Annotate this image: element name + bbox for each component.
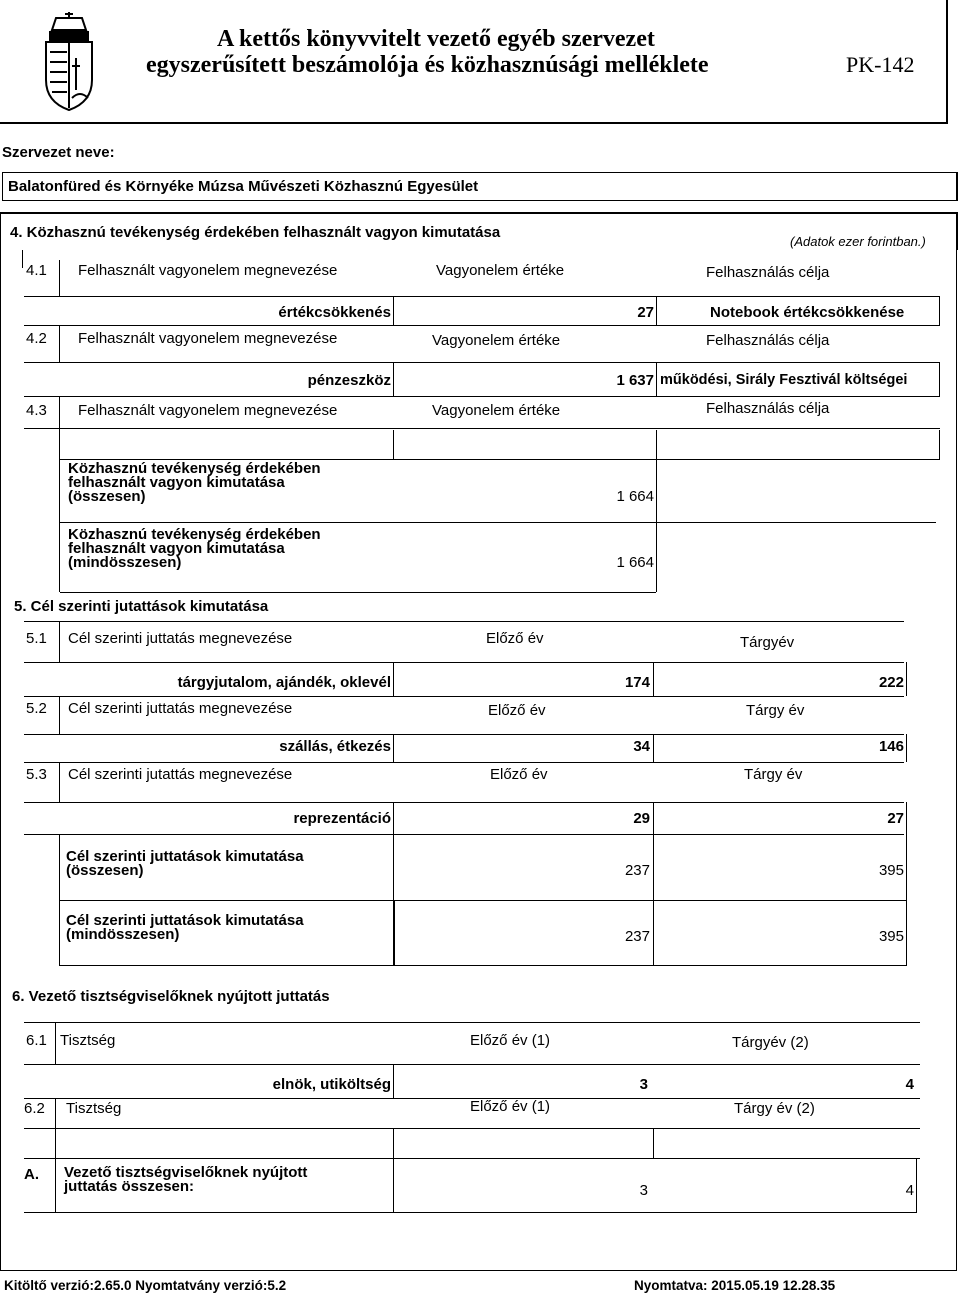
item-5-3-col3: Tárgy év — [744, 766, 803, 783]
item-4-3-no: 4.3 — [26, 402, 47, 419]
item-6-1-curr: 4 — [905, 1076, 914, 1093]
item-6-1-col3: Tárgyév (2) — [732, 1034, 809, 1051]
item-5-3-curr: 27 — [887, 810, 904, 827]
item-5-3-name: reprezentáció — [293, 810, 391, 827]
item-4-1-col3: Felhasználás célja — [706, 264, 830, 281]
item-5-3-col1: Cél szerinti jutattás megnevezése — [68, 766, 293, 783]
item-5-1-name: tárgyjutalom, ajándék, oklevél — [177, 674, 391, 691]
item-5-1-col3: Tárgyév — [740, 634, 795, 651]
item-5-3-col2: Előző év — [490, 766, 548, 783]
item-4-2-col1: Felhasznált vagyonelem megnevezése — [78, 330, 338, 347]
footer-version: Kitöltő verzió:2.65.0 Nyomtatvány verzió:5.2 — [4, 1278, 287, 1293]
item-4-1-name: értékcsökkenés — [278, 304, 391, 321]
s4-total2-value: 1 664 — [616, 554, 654, 571]
item-5-2-col1: Cél szerinti juttatás megnevezése — [68, 700, 293, 717]
item-4-1-col1: Felhasznált vagyonelem megnevezése — [78, 262, 338, 279]
s4-total2-label: Közhasznú tevékenység érdekében felhasznált vagyon kimutatása (mindösszesen) — [68, 526, 321, 571]
item-6-1-col2: Előző év (1) — [470, 1032, 551, 1049]
item-6-2-col2: Előző év (1) — [470, 1098, 551, 1115]
unit-note: (Adatok ezer forintban.) — [790, 234, 926, 249]
s5-total1-prev: 237 — [624, 862, 650, 879]
item-5-2-no: 5.2 — [26, 700, 47, 717]
item-4-1-purpose: Notebook értékcsökkenése — [710, 304, 905, 321]
coat-of-arms-icon — [36, 10, 102, 114]
footer-printed: Nyomtatva: 2015.05.19 12.28.35 — [634, 1278, 836, 1293]
s6-total-curr: 4 — [905, 1182, 914, 1199]
item-6-1-name: elnök, utiköltség — [272, 1076, 391, 1093]
item-5-1-col1: Cél szerinti juttatás megnevezése — [68, 630, 293, 647]
org-label: Szervezet neve: — [2, 144, 115, 161]
s5-total2-prev: 237 — [624, 928, 650, 945]
section6-title: 6. Vezető tisztségviselőknek nyújtott juttatás — [12, 988, 330, 1005]
item-6-2-col1: Tisztség — [66, 1100, 122, 1117]
item-6-1-prev: 3 — [639, 1076, 648, 1093]
item-4-1-no: 4.1 — [26, 262, 47, 279]
form-title-line1: A kettős könyvvitelt vezető egyéb szervezet — [217, 26, 655, 52]
section4-title: 4. Közhasznú tevékenység érdekében felhasznált vagyon kimutatása — [10, 224, 501, 241]
item-6-1-no: 6.1 — [26, 1032, 47, 1049]
item-6-2-no: 6.2 — [24, 1100, 45, 1117]
item-5-2-col3: Tárgy év — [746, 702, 805, 719]
item-5-1-curr: 222 — [878, 674, 904, 691]
s6-total-label: Vezető tisztségviselőknek nyújtott juttatás összesen: — [64, 1164, 308, 1195]
item-5-3-no: 5.3 — [26, 766, 47, 783]
s5-total2-label: Cél szerinti juttatások kimutatása (mindösszesen) — [66, 912, 304, 943]
s6-total-no: A. — [24, 1166, 39, 1183]
s5-total2-curr: 395 — [878, 928, 904, 945]
item-5-1-col2: Előző év — [486, 630, 544, 647]
item-6-2-col3: Tárgy év (2) — [734, 1100, 815, 1117]
item-5-2-prev: 34 — [633, 738, 650, 755]
item-4-1-col2: Vagyonelem értéke — [436, 262, 565, 279]
item-4-2-no: 4.2 — [26, 330, 47, 347]
s4-total1-label: Közhasznú tevékenység érdekében felhasznált vagyon kimutatása (összesen) — [68, 460, 321, 505]
item-5-2-name: szállás, étkezés — [279, 738, 391, 755]
item-5-3-prev: 29 — [633, 810, 650, 827]
s5-total1-curr: 395 — [878, 862, 904, 879]
item-4-2-col2: Vagyonelem értéke — [432, 332, 561, 349]
section5-title: 5. Cél szerinti jutattások kimutatása — [14, 598, 269, 615]
s5-total1-label: Cél szerinti juttatások kimutatása (összesen) — [66, 848, 304, 879]
s4-total1-value: 1 664 — [616, 488, 654, 505]
item-4-3-col1: Felhasznált vagyonelem megnevezése — [78, 402, 338, 419]
item-4-2-value: 1 637 — [616, 372, 654, 389]
form-title-line2: egyszerűsített beszámolója és közhasznúsági melléklete — [146, 52, 709, 78]
item-5-1-no: 5.1 — [26, 630, 47, 647]
item-4-2-col3: Felhasználás célja — [706, 332, 830, 349]
item-4-2-purpose: működési, Sirály Fesztivál költségei — [660, 372, 908, 388]
item-5-1-prev: 174 — [624, 674, 650, 691]
item-5-2-curr: 146 — [878, 738, 904, 755]
form-code: PK-142 — [846, 52, 915, 77]
item-4-3-col3: Felhasználás célja — [706, 400, 830, 417]
item-6-1-col1: Tisztség — [60, 1032, 116, 1049]
s6-total-prev: 3 — [639, 1182, 648, 1199]
item-4-2-name: pénzeszköz — [307, 372, 391, 389]
org-name: Balatonfüred és Környéke Múzsa Művészeti Közhasznú Egyesület — [8, 178, 479, 195]
item-5-2-col2: Előző év — [488, 702, 546, 719]
item-4-1-value: 27 — [637, 304, 654, 321]
item-4-3-col2: Vagyonelem értéke — [432, 402, 561, 419]
